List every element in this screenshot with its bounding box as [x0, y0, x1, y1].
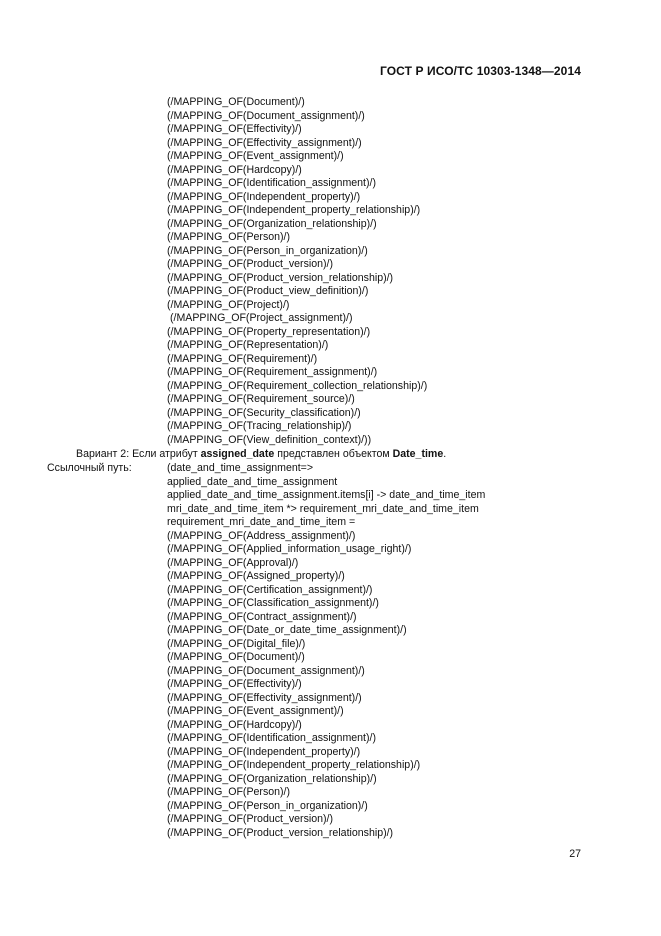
mapping-line: (/MAPPING_OF(Effectivity_assignment)/) [167, 136, 362, 149]
mapping-line: (/MAPPING_OF(Product_view_definition)/) [167, 285, 369, 297]
mapping-line: (/MAPPING_OF(Event_assignment)/) [167, 150, 344, 162]
mapping-line: (/MAPPING_OF(Requirement_collection_relationship)/) [167, 379, 428, 392]
mapping-line: applied_date_and_time_assignment [167, 475, 338, 488]
mapping-line: (/MAPPING_OF(Tracing_relationship)/) [167, 420, 352, 432]
mapping-line: (/MAPPING_OF(Document)/) [167, 651, 305, 663]
variant-object: Date_time [392, 448, 444, 460]
mapping-line: (/MAPPING_OF(Person_in_organization)/) [167, 799, 368, 812]
mapping-line: (/MAPPING_OF(Person)/) [167, 231, 291, 243]
mapping-line: (/MAPPING_OF(Address_assignment)/) [167, 529, 356, 542]
variant-text-middle: представлен объектом [277, 448, 390, 460]
mapping-line: (/MAPPING_OF(Security_classification)/) [167, 406, 361, 419]
mapping-line: (/MAPPING_OF(Independent_property_relationship)/) [167, 204, 421, 216]
mapping-line: (/MAPPING_OF(Hardcopy)/) [167, 718, 302, 731]
variant-text-end: . [443, 448, 447, 460]
mapping-line: (/MAPPING_OF(Representation)/) [167, 339, 329, 351]
mapping-line: (/MAPPING_OF(Assigned_property)/) [167, 570, 345, 582]
mapping-line: (/MAPPING_OF(Document_assignment)/) [167, 664, 365, 677]
mapping-line: (/MAPPING_OF(Requirement)/) [167, 352, 318, 365]
variant-attribute: assigned_date [200, 448, 275, 460]
mapping-line: (/MAPPING_OF(Property_representation)/) [167, 325, 371, 338]
mapping-line: (/MAPPING_OF(Effectivity)/) [167, 123, 302, 135]
mapping-line: (/MAPPING_OF(Identification_assignment)/) [167, 732, 377, 744]
mapping-line: requirement_mri_date_and_time_item = [167, 516, 356, 528]
mapping-line: (/MAPPING_OF(Requirement_source)/) [167, 393, 355, 405]
variant-line [76, 448, 446, 462]
mapping-line: (/MAPPING_OF(Date_or_date_time_assignment)/) [167, 624, 407, 636]
mapping-line: (/MAPPING_OF(Applied_information_usage_right)/) [167, 543, 412, 555]
variant-label: Вариант 2: [76, 448, 130, 460]
mapping-line: (/MAPPING_OF(Project)/) [167, 298, 290, 311]
mapping-line: (/MAPPING_OF(Product_version)/) [167, 813, 334, 825]
mapping-line: (/MAPPING_OF(View_definition_context)/)) [167, 433, 372, 446]
mapping-line: (/MAPPING_OF(Certification_assignment)/) [167, 583, 373, 596]
mapping-list-1 [167, 96, 427, 447]
mapping-line: (/MAPPING_OF(Document_assignment)/) [167, 109, 365, 122]
mapping-line: applied_date_and_time_assignment.items[i] -> date_and_time_item [167, 489, 486, 501]
variant-text-before: Если атрибут [132, 448, 198, 460]
reference-path-label: Ссылочный путь: [47, 462, 132, 474]
mapping-line: (/MAPPING_OF(Contract_assignment)/) [167, 610, 357, 623]
mapping-line: mri_date_and_time_item *> requirement_mri_date_and_time_item [167, 502, 479, 515]
mapping-line: (/MAPPING_OF(Document)/) [167, 96, 305, 108]
mapping-line: (/MAPPING_OF(Requirement_assignment)/) [167, 366, 378, 378]
mapping-line: (/MAPPING_OF(Event_assignment)/) [167, 705, 344, 717]
mapping-line: (/MAPPING_OF(Independent_property)/) [167, 190, 361, 203]
mapping-line: (/MAPPING_OF(Product_version_relationship)/) [167, 271, 394, 284]
mapping-line: (/MAPPING_OF(Person)/) [167, 786, 291, 798]
mapping-line: (/MAPPING_OF(Approval)/) [167, 556, 299, 569]
mapping-list-2 [167, 462, 485, 840]
page-number: 27 [569, 848, 581, 860]
mapping-line: (/MAPPING_OF(Classification_assignment)/) [167, 597, 379, 609]
mapping-line: (/MAPPING_OF(Hardcopy)/) [167, 163, 302, 176]
mapping-line: (date_and_time_assignment=> [167, 462, 314, 474]
mapping-line: (/MAPPING_OF(Organization_relationship)/) [167, 772, 377, 785]
mapping-line: (/MAPPING_OF(Effectivity_assignment)/) [167, 691, 362, 704]
mapping-line: (/MAPPING_OF(Product_version_relationship)/) [167, 826, 394, 839]
mapping-line: (/MAPPING_OF(Digital_file)/) [167, 637, 306, 650]
page-header-title: ГОСТ Р ИСО/ТС 10303-1348—2014 [380, 64, 581, 78]
mapping-line: (/MAPPING_OF(Product_version)/) [167, 258, 334, 270]
mapping-line: (/MAPPING_OF(Project_assignment)/) [170, 312, 353, 324]
mapping-line: (/MAPPING_OF(Identification_assignment)/) [167, 177, 377, 189]
mapping-line: (/MAPPING_OF(Independent_property_relationship)/) [167, 759, 421, 771]
mapping-line: (/MAPPING_OF(Effectivity)/) [167, 678, 302, 690]
mapping-line: (/MAPPING_OF(Organization_relationship)/) [167, 217, 377, 230]
mapping-line: (/MAPPING_OF(Independent_property)/) [167, 745, 361, 758]
mapping-line: (/MAPPING_OF(Person_in_organization)/) [167, 244, 368, 257]
